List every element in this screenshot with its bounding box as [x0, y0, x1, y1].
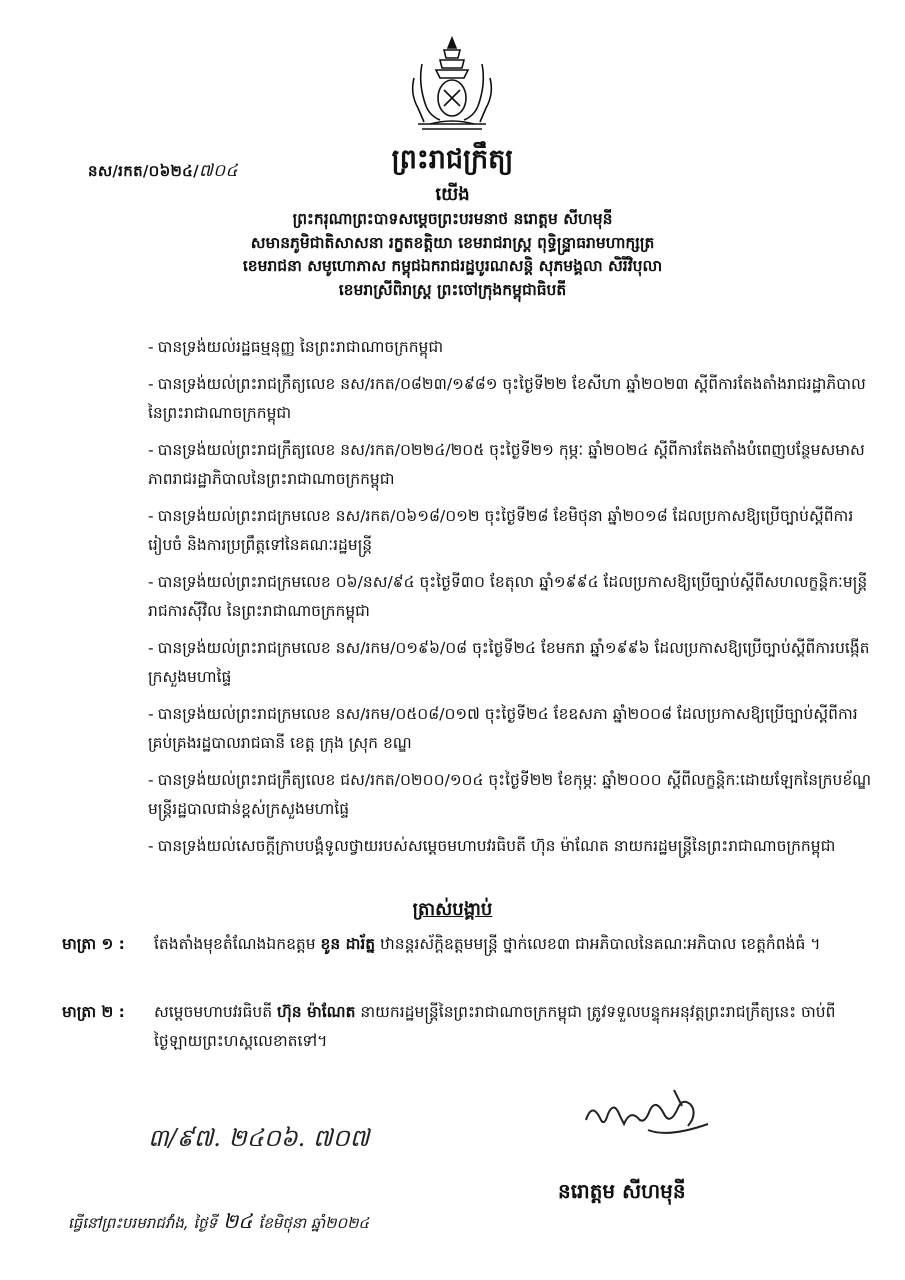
king-title-line: ខេមរាជនា សមូហោភាស កម្ពុជឯករាជរដ្ឋបូរណសន្តិ សុភមង្គលា សិរីវិបុលា — [242, 257, 663, 275]
decree-title: ព្រះរាជក្រឹត្យ — [391, 144, 514, 175]
recital-item: - បានទ្រង់យល់ព្រះរាជក្រឹត្យលេខ ជស/រកត/០២០០/១០៤ ចុះថ្ងៃទី២២ ខែកុម្ភៈ ឆ្នាំ២០០០ ស្តីពីលក្ខន្តិកៈដោយឡែកនៃក្របខ័ណ្ឌមន្ត្រីរដ្ឋបាលជាន់ខ្ពស់ក្រសួងមហាផ្ទៃ — [148, 771, 872, 818]
dateline — [68, 1208, 369, 1238]
reference-number-handwritten: ៧០៤ — [198, 161, 238, 181]
king-title-line: សមានភូមិជាតិសាសនា រក្ខតខត្តិយា ខេមរាជរាស្ត្រ ពុទ្ធិន្ទ្រាធរាមហាក្សត្រ — [250, 233, 655, 252]
recitals-list — [148, 333, 878, 869]
recital-text: បានទ្រង់យល់ព្រះរាជក្រឹត្យលេខ នស/រកត/០២២៤/២០៥ ចុះថ្ងៃទី២១ កុម្ភៈ ឆ្នាំ២០២៤ ស្តីពីការតែងតាំងបំពេញបន្ថែមសមាសភាពរាជរដ្ឋាភិបាលនៃព្រះរាជាណាចក្រកម្ពុជា — [148, 441, 865, 488]
hereby-heading: ត្រាស់បង្គាប់ — [412, 899, 493, 920]
royal-signature — [578, 1080, 728, 1145]
king-title-line: ខេមរាស្រីពិរាស្ត្រ ព្រះចៅក្រុងកម្ពុជាធិបតី — [338, 280, 567, 299]
article-text: សម្តេចមហាបវរធិបតី — [154, 1003, 277, 1021]
king-title-line: ព្រះករុណាព្រះបាទសម្តេចព្រះបរមនាថ នរោត្តម សីហមុនី — [292, 210, 613, 228]
recital-text: បានទ្រង់យល់ព្រះរាជក្រឹត្យលេខ ជស/រកត/០២០០/១០៤ ចុះថ្ងៃទី២២ ខែកុម្ភៈ ឆ្នាំ២០០០ ស្តីពីលក្ខន្តិកៈដោយឡែកនៃក្របខ័ណ្ឌមន្ត្រីរដ្ឋបាលជាន់ខ្ពស់ក្រសួងមហាផ្ទៃ — [148, 771, 872, 818]
article-body — [154, 998, 877, 1056]
signer-name: នរោត្តម សីហមុនី — [558, 1179, 686, 1203]
recital-item: - បានទ្រង់យល់ព្រះរាជក្រឹត្យលេខ នស/រកត/០៨២៣/១៩៨១ ចុះថ្ងៃទី២២ ខែសីហា ឆ្នាំ២០២៣ ស្តីពីការតែងតាំងរាជរដ្ឋាភិបាលនៃព្រះរាជាណាចក្រកម្ពុជា — [148, 375, 866, 422]
recital-item: - បានទ្រង់យល់ព្រះរាជក្រមលេខ នស/រកម/០៥០៨/០១៧ ចុះថ្ងៃទី២៤ ខែឧសភា ឆ្នាំ២០០៨ ដែលប្រកាសឱ្យប្រើច្បាប់ស្តីពីការគ្រប់គ្រងរដ្ឋបាលរាជធានី ខេត្ត ក្រុង ស្រុក ខណ្ឌ — [148, 705, 858, 752]
registration-number-handwritten: ៣/៩៧. ២៤០៦. ៧០៧ — [148, 1124, 370, 1152]
dateline-prefix: ធ្វើនៅព្រះបរមរាជវាំង, ថ្ងៃទី — [68, 1214, 218, 1232]
article-emphasis-name: ខូន ដារ័ត្ន — [320, 935, 376, 953]
article-body — [154, 930, 877, 959]
recital-item: - បានទ្រង់យល់រដ្ឋធម្មនុញ្ញ នៃព្រះរាជាណាចក្រកម្ពុជា — [148, 338, 444, 356]
article-text: នាយករដ្ឋមន្ត្រីនៃព្រះរាជាណាចក្រកម្ពុជា ត្រូវទទួលបន្ទុកអនុវត្តព្រះរាជក្រឹត្យនេះ ចាប់ពីថ្ងៃឡាយព្រះហស្តលេខាតទៅ។ — [154, 1003, 836, 1050]
article-label: មាត្រា ១ : — [62, 935, 125, 953]
article-2 — [62, 998, 877, 1056]
dateline-day-handwritten: ២៤ — [223, 1209, 253, 1233]
recital-text: បានទ្រង់យល់ព្រះរាជក្រឹត្យលេខ នស/រកត/០៨២៣/១៩៨១ ចុះថ្ងៃទី២២ ខែសីហា ឆ្នាំ២០២៣ ស្តីពីការតែងតាំងរាជរដ្ឋាភិបាលនៃព្រះរាជាណាចក្រកម្ពុជា — [148, 375, 866, 422]
king-titles — [40, 208, 865, 302]
recital-text: បានទ្រង់យល់ព្រះរាជក្រមលេខ នស/រកម/០៥០៨/០១៧ ចុះថ្ងៃទី២៤ ខែឧសភា ឆ្នាំ២០០៨ ដែលប្រកាសឱ្យប្រើច្បាប់ស្តីពីការគ្រប់គ្រងរដ្ឋបាលរាជធានី ខេត្ត ក្រុង ស្រុក ខណ្ឌ — [148, 705, 858, 752]
dateline-suffix: ខែមិថុនា ឆ្នាំ២០២៤ — [258, 1214, 370, 1232]
article-1 — [62, 930, 877, 959]
article-text: ឋានន្តរស័ក្តិឧត្តមមន្ត្រី ថ្នាក់លេខ៣ ជាអភិបាលនៃគណៈអភិបាល ខេត្តកំពង់ធំ ។ — [375, 935, 821, 953]
recital-item: - បានទ្រង់យល់ព្រះរាជក្រមលេខ ០៦/នស/៩៤ ចុះថ្ងៃទី៣០ ខែតុលា ឆ្នាំ១៩៩៤ ដែលប្រកាសឱ្យប្រើច្បាប់ស្តីពីសហលក្ខន្តិកៈមន្ត្រីរាជការស៊ីវិល នៃព្រះរាជាណាចក្រកម្ពុជា — [148, 573, 868, 620]
article-label: មាត្រា ២ : — [62, 1003, 125, 1021]
recital-item: - បានទ្រង់យល់ព្រះរាជក្រមលេខ នស/រកត/០៦១៨/០១២ ចុះថ្ងៃទី២៨ ខែមិថុនា ឆ្នាំ២០១៨ ដែលប្រកាសឱ្យប្រើច្បាប់ស្តីពីការរៀបចំ និងការប្រព្រឹត្តទៅនៃគណៈរដ្ឋមន្ត្រី — [148, 507, 854, 554]
recital-item: - បានទ្រង់យល់សេចក្តីក្រាបបង្គំទូលថ្វាយរបស់សម្តេចមហាបវរធិបតី ហ៊ុន ម៉ាណែត នាយករដ្ឋមន្ត្រីនៃព្រះរាជាណាចក្រកម្ពុជា — [148, 837, 836, 855]
recital-text: បានទ្រង់យល់រដ្ឋធម្មនុញ្ញ នៃព្រះរាជាណាចក្រកម្ពុជា — [157, 338, 444, 356]
recital-item: - បានទ្រង់យល់ព្រះរាជក្រឹត្យលេខ នស/រកត/០២២៤/២០៥ ចុះថ្ងៃទី២១ កុម្ភៈ ឆ្នាំ២០២៤ ស្តីពីការតែងតាំងបំពេញបន្ថែមសមាសភាពរាជរដ្ឋាភិបាលនៃព្រះរាជាណាចក្រកម្ពុជា — [148, 441, 865, 488]
article-emphasis-name: ហ៊ុន ម៉ាណែត — [277, 1003, 356, 1021]
recital-text: បានទ្រង់យល់ព្រះរាជក្រមលេខ នស/រកត/០៦១៨/០១២ ចុះថ្ងៃទី២៨ ខែមិថុនា ឆ្នាំ២០១៨ ដែលប្រកាសឱ្យប្រើច្បាប់ស្តីពីការរៀបចំ និងការប្រព្រឹត្តទៅនៃគណៈរដ្ឋមន្ត្រី — [148, 507, 854, 554]
reference-number-printed: នស/រកត/០៦២៤/ — [88, 162, 199, 180]
recital-text: បានទ្រង់យល់សេចក្តីក្រាបបង្គំទូលថ្វាយរបស់សម្តេចមហាបវរធិបតី ហ៊ុន ម៉ាណែត នាយករដ្ឋមន្ត្រីនៃព្រះរាជាណាចក្រកម្ពុជា — [157, 837, 836, 855]
recital-text: បានទ្រង់យល់ព្រះរាជក្រមលេខ ០៦/នស/៩៤ ចុះថ្ងៃទី៣០ ខែតុលា ឆ្នាំ១៩៩៤ ដែលប្រកាសឱ្យប្រើច្បាប់ស្តីពីសហលក្ខន្តិកៈមន្ត្រីរាជការស៊ីវិល នៃព្រះរាជាណាចក្រកម្ពុជា — [148, 573, 868, 620]
we-heading: យើង — [435, 184, 470, 205]
recital-item: - បានទ្រង់យល់ព្រះរាជក្រមលេខ នស/រកម/០១៩៦/០៨ ចុះថ្ងៃទី២៤ ខែមករា ឆ្នាំ១៩៩៦ ដែលប្រកាសឱ្យប្រើច្បាប់ស្តីពីការបង្កើតក្រសួងមហាផ្ទៃ — [148, 639, 870, 686]
recital-text: បានទ្រង់យល់ព្រះរាជក្រមលេខ នស/រកម/០១៩៦/០៨ ចុះថ្ងៃទី២៤ ខែមករា ឆ្នាំ១៩៩៦ ដែលប្រកាសឱ្យប្រើច្បាប់ស្តីពីការបង្កើតក្រសួងមហាផ្ទៃ — [148, 639, 870, 686]
article-text: តែងតាំងមុខតំណែងឯកឧត្តម — [154, 935, 321, 953]
royal-coat-of-arms-icon — [400, 34, 504, 136]
